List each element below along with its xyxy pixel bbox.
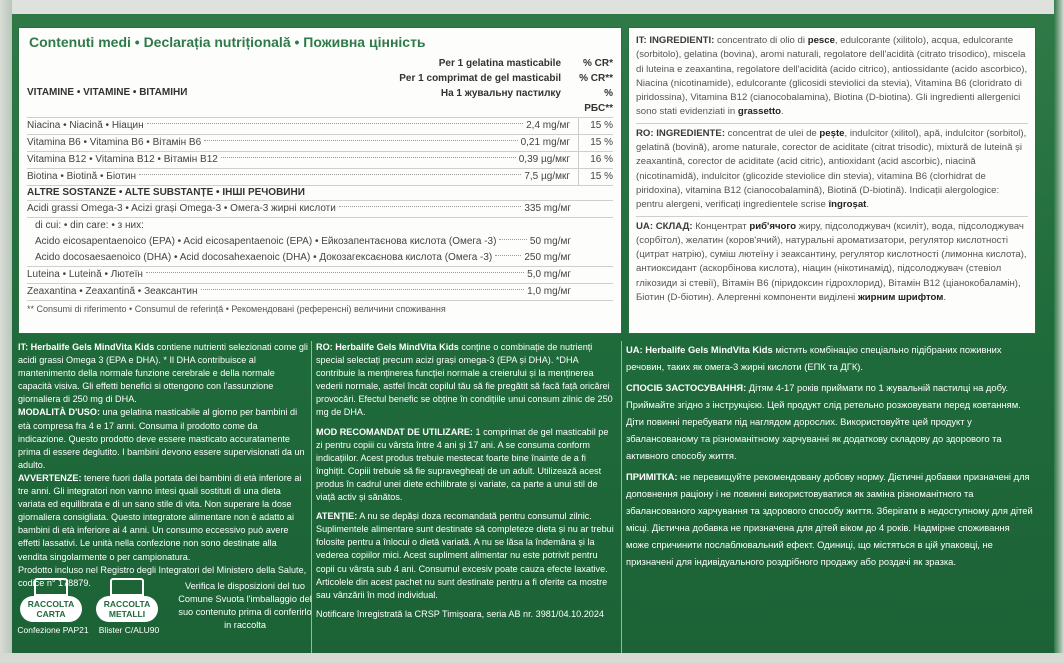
package-edge-right bbox=[1054, 0, 1064, 663]
nutrient-row: Acidi grassi Omega-3 • Acizi grași Omega-3 • Омега-3 жирні кислоти 335 mg/мг bbox=[27, 201, 613, 218]
nutrition-header-it: Per 1 gelatina masticabile % CR* bbox=[438, 58, 613, 69]
package-edge-bottom bbox=[0, 653, 1064, 663]
packaging-code: Confezione PAP21 bbox=[17, 625, 89, 635]
it-info-column: IT: Herbalife Gels MindVita Kids contiene nutrienti selezionati come gli acidi grassi Omega 3 (EPA e DHA). * Il DHA contribuisce al mantenimento della normale funzione cerebrale e della normale capacità visiva. Gli effetti benefici si ottengono con l'assunzione giornaliera di 250 mg di DHA. MODALITÀ D'USO: una gelatina masticabile al giorno per bambini di età compresa fra 4 e 17 anni. Consuma il prodotto come da indicazione. Questo prodotto deve essere masticato accuratamente prima di essere deglutito. I bambini devono essere supervisionati da un adulto. AVVERTENZE: tenere fuori dalla portata dei bambini di età inferiore ai tre anni. Gli integratori non vanno intesi quali sostituti di una dieta variata ed equilibrata e di un sano stile di vita. Non superare la dose giornaliera consigliata. Questo integratore alimentare non è adatto ai bambini di età inferiore ai 4 anni. Un consumo eccessivo può avere effetti lassativi. Le unità nella confezione non sono destinate alla vendita singolarmente o per campionatura. Prodotto incluso nel Registro degli Integratori del Ministero della Salute, codice n° 178879. bbox=[18, 342, 308, 588]
nutrition-header-ro: Per 1 comprimat de gel masticabil % CR** bbox=[399, 73, 613, 84]
recycling-instructions: Verifica le disposizioni del tuo Comune Svuota l'imballaggio del suo contenuto prima di conferirlo in raccolta bbox=[178, 581, 312, 630]
packaging-code: Blister C/ALU90 bbox=[98, 625, 160, 635]
nutrient-row: Acido eicosapentaenoico (EPA) • Acid eicosapentaenoic (EPA) • Ейкозапентаєнова кислота (Омега -3) 50 mg/мг bbox=[35, 236, 571, 247]
nutrient-row: Vitamina B6 • Vitamina B6 • Вітамін B6 0,21 mg/мг 15 % bbox=[27, 135, 613, 152]
nutrition-footnote: ** Consumi di riferimento • Consumul de referință • Рекомендовані (референсні) величини споживання bbox=[27, 304, 446, 314]
nutrition-header-ua: VITAMINE • VITAMINE • ВІТАМІНИ На 1 жувальну пастилку % РБС** bbox=[27, 86, 613, 118]
column-divider bbox=[621, 341, 622, 653]
nutrient-row: Acido docosaesaenoico (DHA) • Acid docosahexaenoic (DHA) • Докозагексаєнова кислота (Омега -3) 250 mg/мг bbox=[27, 250, 613, 267]
package-edge-left bbox=[0, 0, 12, 663]
recycle-paper-icon: RACCOLTA CARTA Confezione PAP21 bbox=[20, 578, 82, 634]
recycling-info bbox=[17, 578, 312, 648]
package-edge-top bbox=[0, 0, 1064, 14]
ingredients-ro: RO: INGREDIENTE: concentrat de ulei de pește, indulcitor (xilitol), apă, indulcitor (sorbitol), gelatină (bovină), arome naturale, corector de aciditate (citrat trisodic), mixtură de luteină și zeaxantină, corector de aciditate (acid citric), antioxidant (acid ascorbic), niacină (nicotinamidă), indulcitor (glicozide steviolice din stevia), vitamina B6 (clorhidrat de piridoxina), vitamina B12 (cianocobalamină), Biotină (D-biotină). Indicații alergologice: pentru alergeni, verificați ingredientele scrise îngroșat. bbox=[636, 127, 1027, 211]
nutrition-title: Contenuti medi • Declarația nutrițională • Поживна цінність bbox=[29, 34, 426, 50]
recycle-metal-icon: RACCOLTA METALLI Blister C/ALU90 bbox=[96, 578, 158, 634]
nutrient-row: Niacina • Niacină • Ніацин 2,4 mg/мг 15 % bbox=[27, 118, 613, 135]
nutrient-row: Luteina • Luteină • Лютеїн 5,0 mg/мг bbox=[27, 267, 613, 284]
nutrition-panel bbox=[18, 27, 622, 334]
nutrient-row: di cui: • din care: • з них: bbox=[35, 220, 144, 231]
ro-info-column: RO: Herbalife Gels MindVita Kids conține o combinație de nutrienți special selectați precum acizi grași omega-3 (EPA și DHA). *DHA contribuie la menținerea funcției normale a creierului și la menținerea vederii normale, astfel încât copilul tău să fie pregătit să facă față oricărei provocări. Efectul benefic se obține în condițiile unui consum zilnic de 250 mg de DHA. MOD RECOMANDAT DE UTILIZARE: 1 comprimat de gel masticabil pe zi pentru copiii cu vârsta între 4 ani și 17 ani. A se consuma conform indicațiilor. Acest produs trebuie mestecat foarte bine înainte de a fi înghițit. Copiii trebuie să fie supravegheați de un adult. Utilizează acest produs în cadrul unei diete echilibrate și variate, ca parte a unui stil de viață activ și sănătos. ATENȚIE: A nu se depăși doza recomandată pentru consumul zilnic. Suplimentele alimentare sunt destinate să completeze dieta și nu ar trebui folosite pentru a înlocui o dietă variată. A nu se lăsa la îndemâna și la vederea copiilor mici. Acest supliment alimentar nu este potrivit pentru copii cu vârsta sub 4 ani. Consumul excesiv poate cauza efecte laxative. Articolele din acest pachet nu sunt destinate pentru a fi oferite ca mostre sau vânzării în mod individual. Notificare înregistrată la CRSP Timișoara, seria AB nr. 3981/04.10.2024 bbox=[316, 342, 614, 619]
nutrient-row: Biotina • Biotină • Біотин 7,5 µg/мкг 15 % bbox=[27, 169, 613, 186]
nutrient-row: Vitamina B12 • Vitamina B12 • Вітамін B12 0,39 µg/мкг 16 % bbox=[27, 152, 613, 169]
ingredients-ua: UA: СКЛАД: Концентрат риб'ячого жиру, підсолоджувач (ксиліт), вода, підсолоджувач (сорбітол), желатин (коров'ячий), натуральні ароматизатори, регулятор кислотності (цитрат натрію), суміш лютеїну і зеаксантину, регулятор кислотності (лимонна кислота), антиоксидант (аскорбінова кислота), ніацин (нікотинамід), підсолоджувач (стевіол глікозиди зі стевії), Вітамін B6 (піридоксин гідрохлорид), Вітамін B12 (ціанокобаламін), Біотин (D-біотин). Алергенні компоненти виділені жирним шрифтом. bbox=[636, 220, 1027, 304]
section-vitamins: VITAMINE • VITAMINE • ВІТАМІНИ bbox=[27, 87, 188, 98]
nutrient-row: Zeaxantina • Zeaxantină • Зеаксантин 1,0 mg/мг bbox=[27, 284, 613, 301]
ingredients-panel bbox=[628, 27, 1036, 334]
ua-info-column: UA: Herbalife Gels MindVita Kids містить комбінацію спеціально підібраних поживних речовин, таких як омега-3 жирні кислоти (ЕПК та ДГК). СПОСІБ ЗАСТОСУВАННЯ: Дітям 4-17 років приймати по 1 жувальній пастилці на добу. Приймайте згідно з інструкцією. Цей продукт слід ретельно розжовувати перед ковтанням. Діти повинні перебувати під наглядом дорослих. Використовуйте цей продукт у збалансованому та різноманітному харчуванні як додаткову складову до здорового та активного способу життя. ПРИМІТКА: не перевищуйте рекомендовану добову норму. Дієтичні добавки призначені для доповнення раціону і не повинні використовуватися як заміна різноманітного та збалансованого харчування та здорового способу життя. Зберігати в недоступному для дітей місці. Дієтична добавка не призначена для дітей віком до 4 років. Надмірне споживання може спричинити послаблювальний ефект. Одиниці, що містяться в цій упаковці, не призначені для індивідуального роздрібного продажу або роздачі як зразка. bbox=[626, 344, 1033, 567]
section-other-substances: ALTRE SOSTANZE • ALTE SUBSTANȚE • ІНШІ РЕЧОВИНИ bbox=[27, 186, 613, 201]
ingredients-it: IT: INGREDIENTI: concentrato di olio di pesce, edulcorante (xilitolo), acqua, edulcorante (sorbitolo), gelatina (bovina), aromi naturali, regolatore dell'acidità (citrato trisodico), miscela di luteina e zeaxantina, regolatore dell'acidità (acido citrico), antiossidante (acido ascorbico), Niacina (nicotinamide), edulcorante (glicosidi steviolici da stevia), Vitamina B6 (cloridrato di piridossina), Vitamina B12 (cianocobalamina), Biotina (D-biotina). Gli ingredienti allergenici sono stati evidenziati in grassetto. bbox=[636, 35, 1028, 118]
